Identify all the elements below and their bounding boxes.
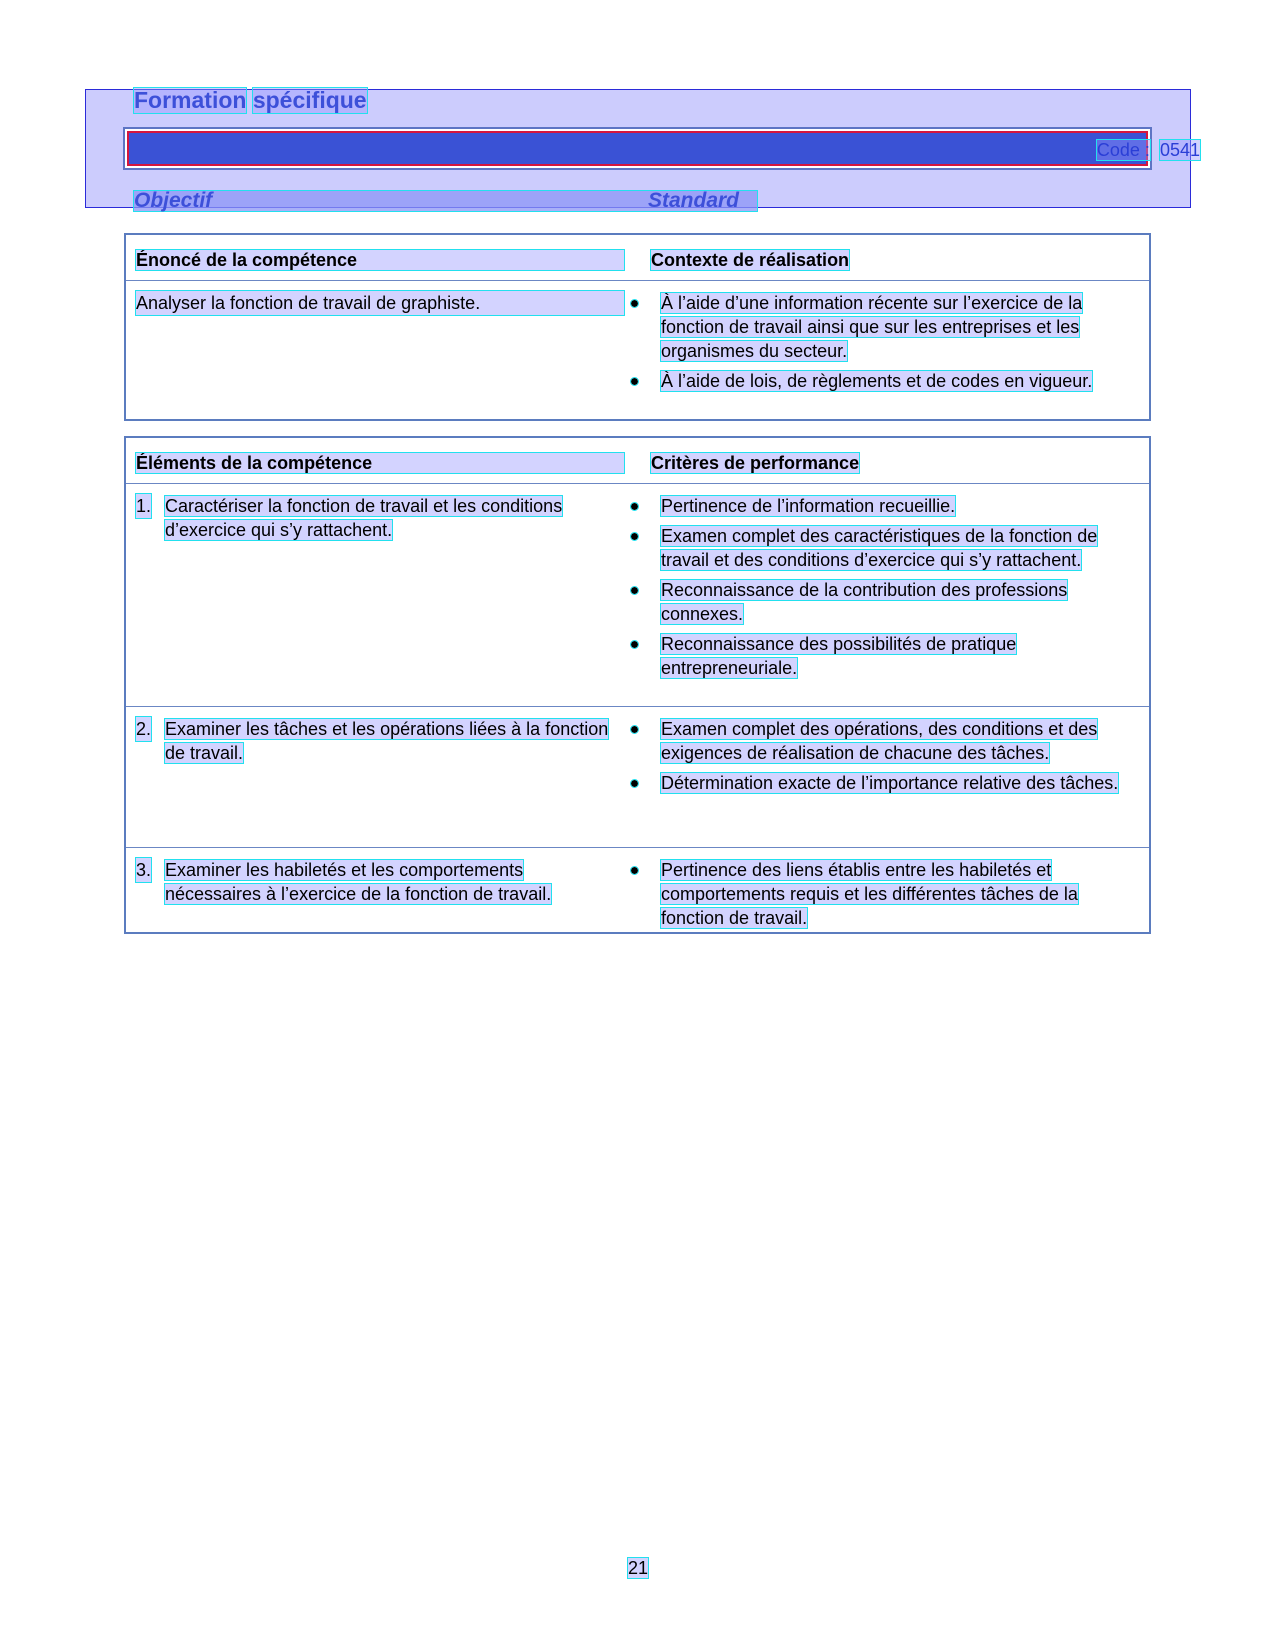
bullet-icon [631,503,638,510]
criteres-list [631,494,1121,680]
list-item: Reconnaissance des possibilités de pratique entrepreneuriale. [631,632,1121,680]
page-title [134,88,367,113]
list-item: Détermination exacte de l’importance relative des tâches. [631,771,1121,795]
element-text: Examiner les tâches et les opérations liées à la fonction de travail. [165,719,609,763]
bullet-icon [631,587,638,594]
bullet-icon [631,867,638,874]
code-value: 0541 [1159,140,1200,160]
competence-row [126,281,1149,420]
list-item: Pertinence de l’information recueillie. [631,494,1121,518]
competence-statement: Analyser la fonction de travail de graphiste. [136,291,624,315]
col-contexte: Contexte de réalisation [651,250,850,270]
code-text [1097,140,1200,160]
objectif-label: Objectif [134,189,213,212]
element-text: Caractériser la fonction de travail et les conditions d’exercice qui s’y rattachent. [165,496,563,540]
bullet-icon [631,641,638,648]
table-row [126,484,1149,707]
element-number: 1. [136,496,152,516]
elements-table [124,436,1151,934]
col-criteres: Critères de performance [651,453,860,473]
table-row [126,848,1149,934]
page-number: 21 [628,1558,649,1578]
title-word-1: Formation [134,87,247,113]
criteres-list [631,717,1121,795]
col-elements: Éléments de la compétence [136,453,624,473]
standard-label: Standard [648,189,740,212]
col-enonce: Énoncé de la compétence [136,250,624,270]
competence-table [124,233,1151,421]
table-row [126,707,1149,848]
list-item: Examen complet des opérations, des conditions et des exigences de réalisation de chacune des tâches. [631,717,1121,765]
list-item: Pertinence des liens établis entre les habiletés et comportements requis et les différentes tâches de la fonction de travail. [631,858,1121,930]
contexte-list [631,291,1121,393]
element-text: Examiner les habiletés et les comportements nécessaires à l’exercice de la fonction de travail. [165,860,552,904]
list-item: Examen complet des caractéristiques de la fonction de travail et des conditions d’exercice qui s’y rattachent. [631,524,1121,572]
code-bar [127,131,1148,166]
bullet-icon [631,378,638,385]
bullet-icon [631,533,638,540]
element-number: 3. [136,860,152,880]
code-label: Code : [1096,140,1150,160]
list-item: À l’aide de lois, de règlements et de codes en vigueur. [631,369,1121,393]
elements-table-header [126,438,1149,484]
bullet-icon [631,300,638,307]
bullet-icon [631,780,638,787]
list-item: Reconnaissance de la contribution des professions connexes. [631,578,1121,626]
title-word-2: spécifique [252,87,367,113]
list-item: À l’aide d’une information récente sur l’exercice de la fonction de travail ainsi que sur les entreprises et les organismes du secteur. [631,291,1121,363]
element-number: 2. [136,719,152,739]
bullet-icon [631,726,638,733]
competence-table-header [126,235,1149,281]
criteres-list [631,858,1121,930]
